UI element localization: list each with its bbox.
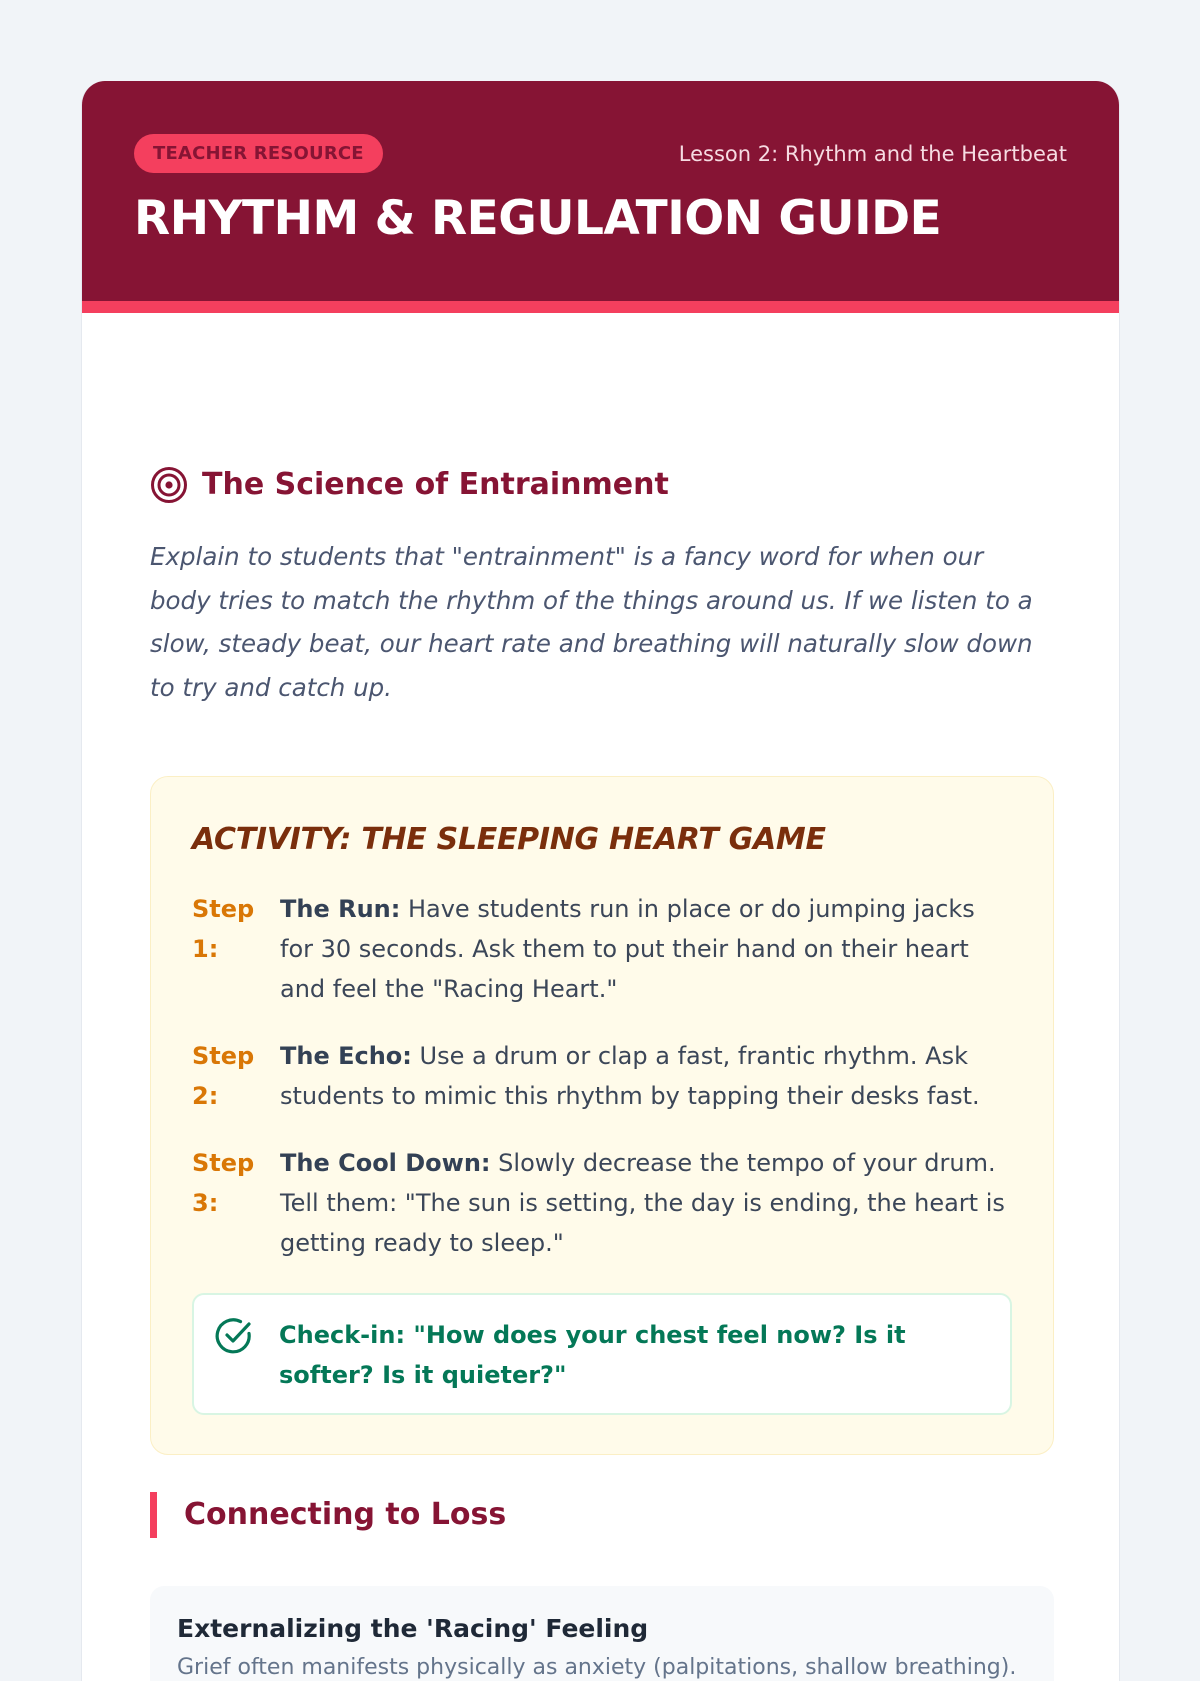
- lesson-label: Lesson 2: Rhythm and the Heartbeat: [678, 142, 1067, 166]
- step-text: [280, 1036, 1012, 1116]
- guide-page: [81, 81, 1120, 1681]
- step-body: Have students run in place or do jumping jacks for 30 seconds. Ask them to put their hand on their heart and feel the "Racing Heart.": [280, 895, 975, 1003]
- checkin-box: [192, 1293, 1012, 1415]
- step-item: [192, 889, 1012, 1009]
- activity-title: ACTIVITY: THE SLEEPING HEART GAME: [192, 822, 826, 857]
- step-label: Step 2:: [192, 1042, 255, 1110]
- science-title: The Science of Entrainment: [202, 467, 669, 502]
- step-heading: The Echo:: [280, 1042, 412, 1070]
- step-label: Step 1:: [192, 895, 255, 963]
- teacher-resource-badge: TEACHER RESOURCE: [134, 134, 383, 173]
- step-body: Slowly decrease the tempo of your drum. Tell them: "The sun is setting, the day is ending, the heart is getting ready to sleep.": [280, 1149, 1005, 1257]
- check-circle-icon: [214, 1316, 254, 1356]
- loss-card-text: Grief often manifests physically as anxiety (palpitations, shallow breathing).: [177, 1655, 1017, 1680]
- activity-card: [150, 776, 1054, 1455]
- step-heading: The Cool Down:: [280, 1149, 491, 1177]
- checkin-text: Check-in: "How does your chest feel now? Is it softer? Is it quieter?": [279, 1321, 906, 1389]
- step-text: [280, 889, 1012, 1009]
- step-item: [192, 1143, 1012, 1263]
- loss-card-title: Externalizing the 'Racing' Feeling: [177, 1614, 649, 1643]
- loss-heading: Connecting to Loss: [150, 1492, 506, 1538]
- science-heading: [150, 465, 669, 505]
- step-text: [280, 1143, 1012, 1263]
- science-intro: Explain to students that "entrainment" is a fancy word for when our body tries to match the rhythm of the things around us. If we listen to a slow, steady beat, our heart rate and breathing will naturally slow down to try and catch up.: [150, 542, 1033, 702]
- step-label: Step 3:: [192, 1149, 255, 1217]
- step-heading: The Run:: [280, 895, 401, 923]
- step-item: [192, 1036, 1012, 1116]
- target-icon: [150, 466, 188, 504]
- loss-card: [150, 1586, 1054, 1681]
- page-title: RHYTHM & REGULATION GUIDE: [134, 191, 942, 246]
- step-body: Use a drum or clap a fast, frantic rhythm. Ask students to mimic this rhythm by tapping their desks fast.: [280, 1042, 980, 1110]
- header-banner: [82, 81, 1119, 313]
